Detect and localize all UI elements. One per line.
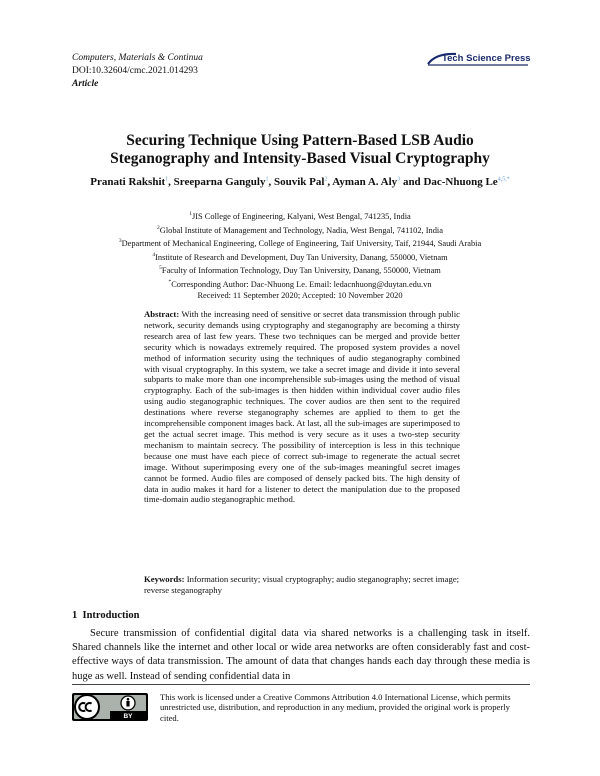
affiliation-text: Global Institute of Management and Technology, Nadia, West Bengal, 741102, India (159, 225, 443, 235)
author-name[interactable]: Dac-Nhuong Le (423, 176, 498, 188)
section-number: 1 (72, 610, 78, 621)
keywords-label: Keywords: (144, 574, 185, 584)
author-name[interactable]: Ayman A. Aly (332, 176, 398, 188)
affiliation-sup: 1 (189, 211, 192, 217)
affiliation-line (60, 263, 540, 277)
received-accepted-dates: Received: 11 September 2020; Accepted: 10 November 2020 (197, 290, 403, 300)
cc-by-badge[interactable] (72, 693, 148, 721)
keywords-text: Information security; visual cryptography; audio steganography; secret image; reverse steganography (144, 574, 460, 595)
author-orcid-sup: 2 (324, 176, 328, 183)
author-orcid-sup: 1 (165, 176, 169, 183)
author-separator: and (400, 176, 424, 188)
affiliation-text: Department of Mechanical Engineering, College of Engineering, Taif University, Taif, 21944, Saudi Arabia (121, 238, 482, 248)
paper-title (60, 132, 540, 168)
affiliation-line (60, 223, 540, 237)
affiliation-sup: * (168, 278, 172, 285)
keywords (144, 574, 460, 596)
author-orcid-sup: 3 (397, 176, 401, 183)
abstract-text: With the increasing need of sensitive or secret data transmission through public network, security demands using cryptography and steganography are becoming a thirsty research area of last few years. These two techniques can be merged and provide better security which is nowadays extremely required. The proposed system provides a novel method of information security using the techniques of audio steganography combined with visual cryptography. In this system, we take a secret image and divide it into several subparts to make more than one incomprehensible sub-images using the method of visual cryptography. Each of the sub-images is then hidden within individual cover audio files using audio steganographic techniques. The cover audios are then sent to the required destinations where reverse steganography schemes are applied to them to get the incomprehensible component images back. At last, all the sub-images are superimposed to get the actual secret image. This method is very secure as it uses a two-step security mechanism to maintain secrecy. The possibility of interception is less in this technique because one must have each piece of correct sub-image to regenerate the actual secret image. Without superimposing every one of the sub-images meaningful secret images cannot be formed. Audio files are composed of densely packed bits. The high density of data in audio makes it hard for a listener to detect the manipulation due to the proposed time-domain audio steganographic method. (144, 309, 460, 505)
section-heading (72, 610, 140, 621)
affiliation-text: JIS College of Engineering, Kalyani, West Bengal, 741235, India (192, 211, 411, 221)
author-list (60, 176, 540, 188)
author-separator: , (168, 176, 174, 188)
doi: DOI:10.32604/cmc.2021.014293 (72, 66, 198, 76)
affiliation-sup: 4 (152, 251, 156, 258)
author-separator: , (268, 176, 274, 188)
publisher-logo (426, 52, 530, 67)
abstract-label: Abstract: (144, 309, 180, 319)
affiliation-text[interactable]: Corresponding Author: Dac-Nhuong Le. Email: ledacnhuong@duytan.edu.vn (171, 279, 432, 289)
affiliation-sup: 3 (118, 238, 122, 245)
section-title: Introduction (82, 610, 140, 621)
affiliation-text: Institute of Research and Development, Duy Tan University, Danang, 550000, Vietnam (155, 252, 448, 262)
affiliation-sup: 2 (157, 224, 160, 231)
creative-commons-icon (72, 693, 148, 721)
affiliation-sup: 5 (159, 265, 162, 272)
publisher-name: Tech Science Press (442, 53, 531, 64)
author-separator: , (327, 176, 333, 188)
abstract (144, 309, 460, 505)
license-text: This work is licensed under a Creative Commons Attribution 4.0 International License, which permits unrestricted use, distribution, and reproduction in any medium, provided the original work is properly cited. (160, 692, 511, 723)
affiliation-line (60, 250, 540, 264)
article-type: Article (72, 79, 99, 89)
author-name[interactable]: Souvik Pal (273, 176, 325, 188)
affiliations (60, 209, 540, 301)
title-line-2: Steganography and Intensity-Based Visual Cryptography (110, 150, 490, 167)
footer-divider (72, 684, 530, 685)
journal-name: Computers, Materials & Continua (72, 53, 203, 63)
affiliation-line (60, 236, 540, 250)
badge-label: BY (123, 713, 133, 720)
affiliation-text: Faculty of Information Technology, Duy Tan University, Danang, 550000, Vietnam (161, 266, 441, 276)
author-orcid-sup: 1 (265, 176, 269, 183)
author-name[interactable]: Sreeparna Ganguly (173, 176, 266, 188)
corresponding-author (60, 277, 540, 291)
introduction-paragraph: Secure transmission of confidential digital data via shared networks is a challenging task in itself. Shared channels like the internet and other local or wide area networks are often considerably fast and cost-effective ways of data transmission. The amount of data that changes hands each day through these media is huge as well. Instead of sending confidential data in (72, 628, 530, 682)
title-line-1: Securing Technique Using Pattern-Based LSB Audio (126, 132, 474, 149)
author-orcid-sup: 4,5,* (497, 176, 510, 183)
affiliation-line (60, 209, 540, 223)
author-name[interactable]: Pranati Rakshit (90, 176, 166, 188)
